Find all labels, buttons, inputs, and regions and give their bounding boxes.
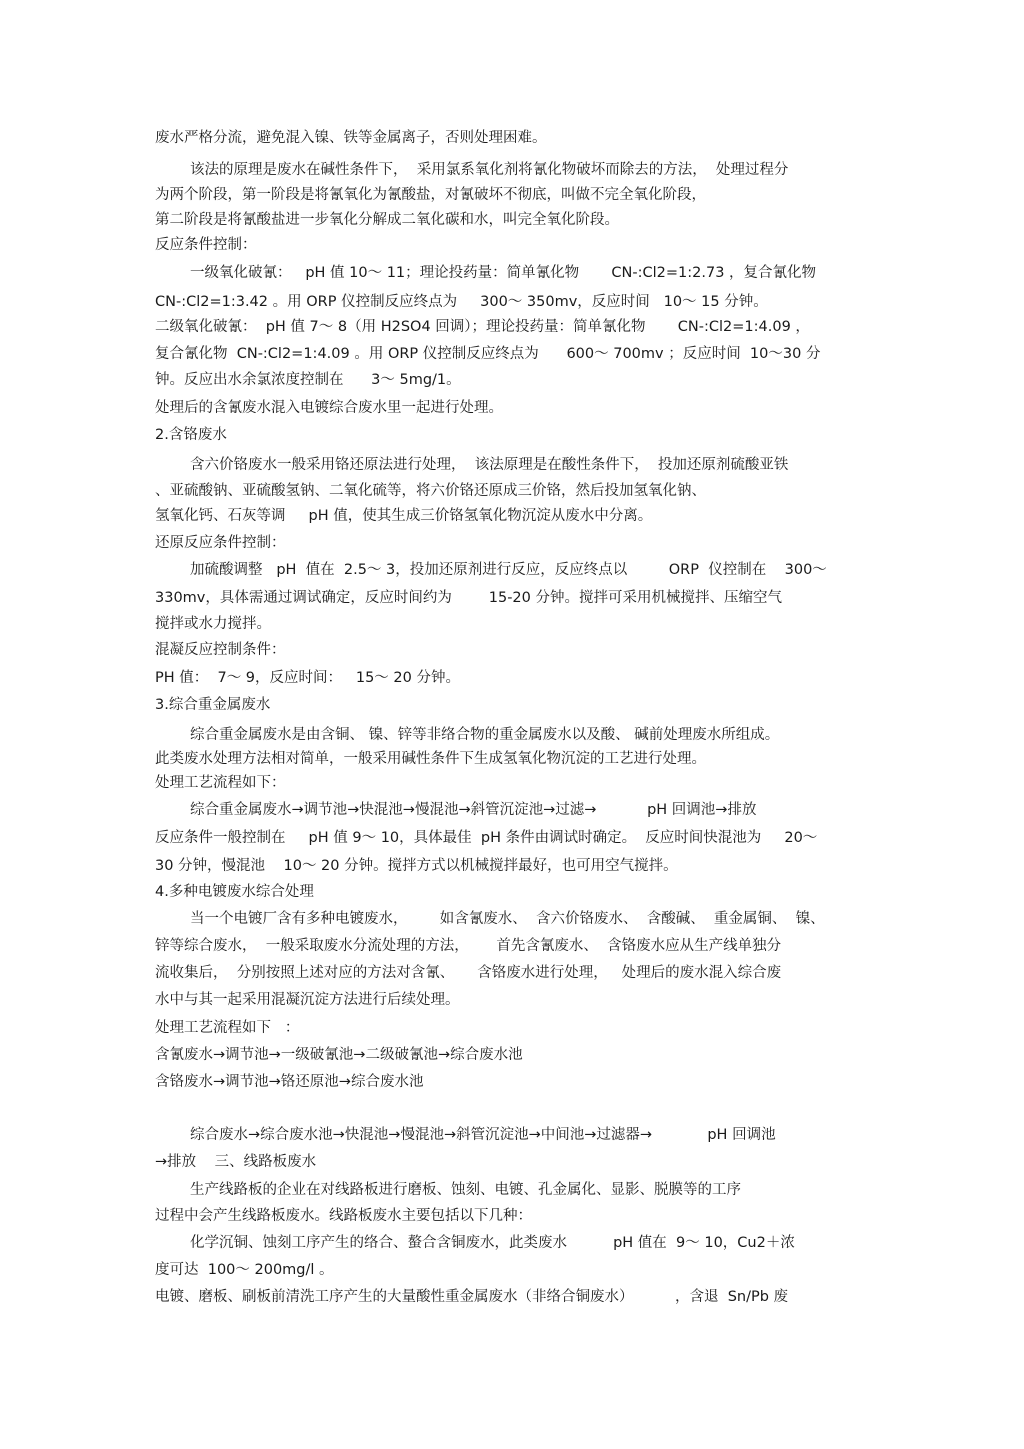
flow-line: 综合重金属废水→调节池→快混池→慢混池→斜管沉淀池→过滤→ pH 回调池→排放	[190, 802, 757, 818]
flow-line: 综合废水→综合废水池→快混池→慢混池→斜管沉淀池→中间池→过滤器→ pH 回调池	[190, 1127, 776, 1143]
text-line: 含六价铬废水一般采用铬还原法进行处理， 该法原理是在酸性条件下， 投加还原剂硫酸亚铁	[190, 457, 789, 473]
text-line: 过程中会产生线路板废水。线路板废水主要包括以下几种：	[155, 1208, 532, 1224]
text-line: 生产线路板的企业在对线路板进行磨板、蚀刻、电镀、孔金属化、显影、脱膜等的工序	[190, 1182, 741, 1198]
flow-line: 含氰废水→调节池→一级破氰池→二级破氰池→综合废水池	[155, 1047, 523, 1063]
section-heading: 处理工艺流程如下 ：	[155, 1020, 300, 1036]
section-heading: 还原反应条件控制：	[155, 535, 286, 551]
text-line: 钟。反应出水余氯浓度控制在 3～ 5mg/1。	[155, 372, 461, 388]
text-line: 该法的原理是废水在碱性条件下， 采用氯系氧化剂将氰化物破坏而除去的方法， 处理过程分	[190, 162, 789, 178]
text-line: 水中与其一起采用混凝沉淀方法进行后续处理。	[155, 992, 460, 1008]
text-line: 流收集后， 分别按照上述对应的方法对含氰、 含铬废水进行处理， 处理后的废水混入综合废	[155, 965, 782, 981]
text-line: 一级氧化破氰： pH 值 10～ 11；理论投药量：简单氰化物 CN-:Cl2=1:2.73 ，复合氰化物	[190, 265, 817, 281]
text-line: PH 值： 7～ 9，反应时间： 15～ 20 分钟。	[155, 670, 460, 686]
text-line: 废水严格分流，避免混入镍、铁等金属离子，否则处理困难。	[155, 130, 547, 146]
text-line: 锌等综合废水， 一般采取废水分流处理的方法， 首先含氰废水、 含铬废水应从生产线单独分	[155, 938, 782, 954]
text-line: 化学沉铜、蚀刻工序产生的络合、螯合含铜废水，此类废水 pH 值在 9～ 10，Cu2＋浓	[190, 1235, 795, 1251]
text-line: 二级氧化破氰： pH 值 7～ 8（用 H2SO4 回调）；理论投药量：简单氰化物 CN-:Cl2=1:4.09 ，	[155, 319, 810, 335]
section-heading: 2.含铬废水	[155, 427, 227, 443]
text-line: 、亚硫酸钠、亚硫酸氢钠、二氧化硫等，将六价铬还原成三价铬，然后投加氢氧化钠、	[155, 483, 706, 499]
section-heading: 3.综合重金属废水	[155, 697, 271, 713]
text-line: 30 分钟，慢混池 10～ 20 分钟。搅拌方式以机械搅拌最好，也可用空气搅拌。	[155, 858, 678, 874]
section-heading: 混凝反应控制条件：	[155, 642, 286, 658]
text-line: 此类废水处理方法相对简单，一般采用碱性条件下生成氢氧化物沉淀的工艺进行处理。	[155, 751, 706, 767]
text-line: 加硫酸调整 pH 值在 2.5～ 3，投加还原剂进行反应，反应终点以 ORP 仪控制在 300～	[190, 562, 827, 578]
text-line: 330mv，具体需通过调试确定，反应时间约为 15-20 分钟。搅拌可采用机械搅拌、压缩空气	[155, 590, 782, 606]
text-line: 当一个电镀厂含有多种电镀废水， 如含氰废水、 含六价铬废水、 含酸碱、 重金属铜、 镍、	[190, 911, 825, 927]
section-heading: 4.多种电镀废水综合处理	[155, 884, 314, 900]
text-line: 反应条件一般控制在 pH 值 9～ 10，具体最佳 pH 条件由调试时确定。 反应时间快混池为 20～	[155, 830, 818, 846]
text-line: CN-:Cl2=1:3.42 。用 ORP 仪控制反应终点为 300～ 350mv，反应时间 10～ 15 分钟。	[155, 294, 768, 310]
text-line: 处理后的含氰废水混入电镀综合废水里一起进行处理。	[155, 400, 503, 416]
text-line: 电镀、磨板、刷板前清洗工序产生的大量酸性重金属废水（非络合铜废水） ，含退 Sn/Pb 废	[155, 1289, 789, 1305]
text-line: 复合氰化物 CN-:Cl2=1:4.09 。用 ORP 仪控制反应终点为 600～ 700mv ；反应时间 10～30 分	[155, 346, 821, 362]
section-heading: 处理工艺流程如下：	[155, 775, 286, 791]
text-line: 为两个阶段，第一阶段是将氰氧化为氰酸盐，对氰破坏不彻底，叫做不完全氧化阶段，	[155, 187, 706, 203]
section-heading: 反应条件控制：	[155, 237, 257, 253]
text-line: 搅拌或水力搅拌。	[155, 616, 271, 632]
flow-line: →排放 三、线路板废水	[155, 1154, 317, 1170]
text-line: 度可达 100～ 200mg/l 。	[155, 1262, 334, 1278]
flow-line: 含铬废水→调节池→铬还原池→综合废水池	[155, 1074, 424, 1090]
text-line: 综合重金属废水是由含铜、 镍、锌等非络合物的重金属废水以及酸、 碱前处理废水所组成。	[190, 727, 780, 743]
text-line: 氢氧化钙、石灰等调 pH 值，使其生成三价铬氢氧化物沉淀从废水中分离。	[155, 508, 653, 524]
text-line: 第二阶段是将氰酸盐进一步氧化分解成二氧化碳和水，叫完全氧化阶段。	[155, 212, 619, 228]
